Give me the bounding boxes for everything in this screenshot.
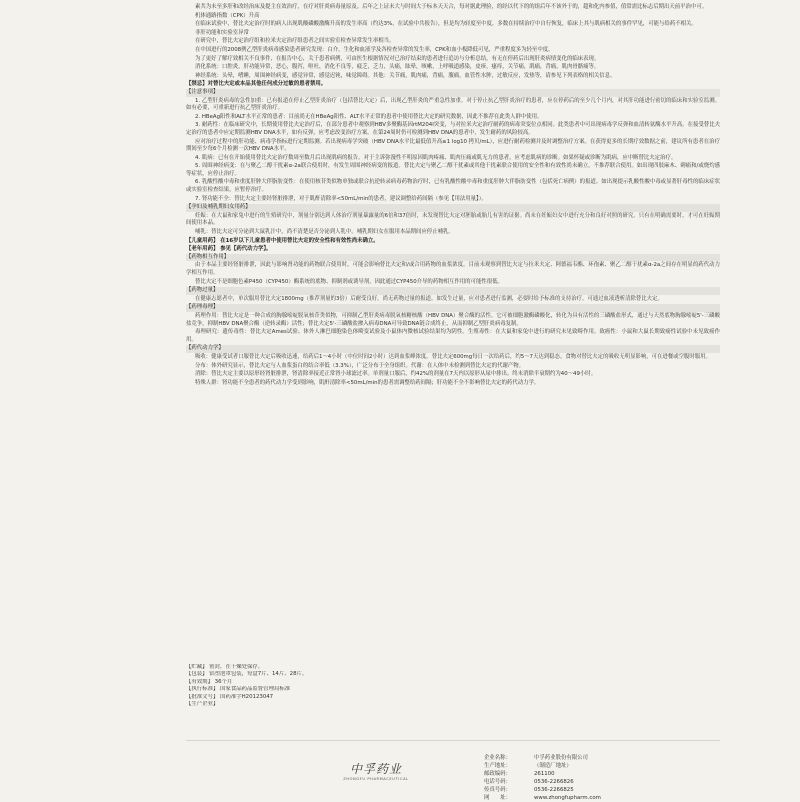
- insert-paragraph: 在临床试验中，替比夫定治疗时的病人出现肌酸磷酸激酶升高的发生率高（约达3%，在试验中共报告），但是均为轻度至中度，多数在持续治疗中自行恢复，临床上其与肌病相关的事件罕见，可能与给药不相关。: [195, 21, 697, 28]
- section-heading: 【药物相互作用】: [186, 254, 720, 262]
- company-info-value: 0536-2266826: [534, 779, 574, 785]
- company-info-value: 中孚药业股份有限公司: [534, 755, 588, 761]
- company-info-label: 生产地址：: [484, 763, 511, 769]
- divider: [186, 740, 720, 741]
- footer-line: 【批准文号】 国药准字H20123047: [186, 693, 274, 700]
- insert-paragraph: 应对治疗过程中的肝功能、病毒学指标进行定期监测。若出现病毒学突破（HBV DNA水平比最低值升高≥1 log10 拷贝/mL），应进行耐药检测并及时调整治疗方案。在获得更多的长期疗效数据之前，建议所有患者在治疗期间至少每6个月检测一次HBV DNA水平。: [186, 138, 720, 153]
- insert-paragraph: 消化系统：口腔炎，肝功能异常，恶心，腹泻，呕吐，消化不良等，疲乏，乏力，头痛，眩晕，咳嗽，上呼吸道感染，皮疹，瘙痒，关节痛，肌痛，背痛，肌肉骨骼痛等。: [195, 64, 600, 71]
- company-info-label: 企业名称：: [484, 755, 511, 761]
- section-heading: 【儿童用药】 在16岁以下儿童患者中使用替比夫定的安全性和有效性尚未确立。: [186, 237, 379, 244]
- insert-paragraph: 妊娠：在大鼠和家兔中进行的生殖研究中，剂量分别达到人体治疗剂量暴露量的6倍和37倍时，未发现替比夫定对胚胎或胎儿有害的证据。尚未在妊娠妇女中进行充分和良好对照的研究。只有在明确需要时，才可在妊娠期间使用本品。: [186, 212, 720, 227]
- company-info-row: [484, 754, 724, 762]
- section-heading: 【注意事项】: [186, 89, 720, 97]
- insert-paragraph: 1. 乙型肝炎病毒的急性加重：已有报道在停止乙型肝炎治疗（包括替比夫定）后，出现乙型肝炎的严重急性加重。对于停止抗乙型肝炎治疗的患者，应在停药后的至少几个月内，对其肝功能进行密切的临床和实验室监测。如有必要，可重新进行抗乙型肝炎治疗。: [186, 97, 720, 112]
- insert-paragraph: 在中国进行的2008例乙型肝炎病毒感染患者研究发现：白介，生化和血液学及各检查异常的发生率，CPK和血小板降低可见，严重程度多为轻至中度。: [195, 46, 554, 53]
- insert-paragraph: 消除：替比夫定主要以原形经肾脏排泄，肾清除率接近正常肾小球滤过率。单剂量口服后，约42%的剂量在7天内以原形从尿中排出。终末消除半衰期约为40～49小时。: [195, 371, 597, 378]
- logo-subtitle: ZHONGFU PHARMACEUTICAL: [343, 777, 409, 781]
- insert-paragraph: 4. 肌病：已有在开始使用替比夫定治疗数周至数月后出现肌病的报告。对于主诉弥漫性不明原因肌肉疼痛、肌肉压痛或肌无力的患者，应考虑肌病的诊断。如果怀疑或诊断为肌病，应中断替比夫定治疗。: [195, 154, 677, 161]
- footer-line: 【执行标准】 国家食品药品监督管理局标准: [186, 686, 291, 693]
- company-info-row: [484, 762, 724, 770]
- company-info-label: 网 址：: [484, 795, 511, 801]
- insert-paragraph: 分布：体外研究显示，替比夫定与人血浆蛋白的结合率低（3.3%），广泛分布于全身组织。代谢：在人体中未检测到替比夫定的代谢产物。: [195, 362, 525, 369]
- company-info-value: 0536-2266825: [534, 787, 574, 793]
- insert-paragraph: 5. 周围神经病变：在与聚乙二醇干扰素α-2a联合使用时，有发生周围神经病变的报道。替比夫定与聚乙二醇干扰素或其他干扰素联合使用的安全性和有效性尚未确立，不推荐联合使用。如出现四肢麻木、刺痛和/或烧灼感等症状，应停止治疗。: [186, 163, 720, 177]
- footer-line: 【有效期】 36个月: [186, 678, 233, 685]
- insert-paragraph: 3. 耐药性：在临床研究中，长期使用替比夫定治疗后，在部分患者中观察到HBV多聚酶基因rtM204I突变，与对拉米夫定治疗耐药的病毒突变位点相同。此类患者中可出现病毒学反弹和血清转氨酶水平升高。在接受替比夫定治疗的患者中应定期监测HBV DNA水平，如有反弹，应考虑改变治疗方案。在第24周时仍可检测到HBV DNA的患者中，发生耐药的风险较高。: [186, 122, 720, 136]
- insert-paragraph: 神经系统：头晕，嗜睡，周围神经病变，感觉异常，感觉迟钝，味觉障碍。其他：关节痛，肌肉痛，背痛，腹痛，血管性水肿，过敏反应，发热等，请参见下列表格的相关信息。: [195, 72, 616, 79]
- company-info-row: [484, 778, 724, 786]
- insert-paragraph: 为了更好了解疗效相关不良事件，在报告中心，关于患者病例，可由医生根据情况对已治疗结束的患者进行追访与分析总结，有无在停药后出现肝炎病情变化的临床表现。: [195, 55, 600, 62]
- section-heading: 【孕妇及哺乳期妇女用药】: [186, 204, 720, 212]
- company-info-label: 电话号码：: [484, 779, 511, 785]
- company-info-label: 传真号码：: [484, 787, 511, 793]
- section-heading: 【禁忌】对替比夫定或本品其他任何成分过敏的患者禁用。: [186, 81, 327, 88]
- footer-line: 【贮藏】 密封，在干燥处保存。: [186, 664, 264, 670]
- insert-paragraph: 非肝功能和实验室异常: [195, 29, 249, 36]
- insert-paragraph: 哺乳：替比夫定可分泌到大鼠乳汁中，尚不清楚是否分泌到人乳中。哺乳期妇女在服用本品期间应停止哺乳。: [195, 229, 454, 236]
- insert-paragraph: 特殊人群：肾功能不全患者的药代动力学受到影响，肌酐清除率<50mL/min的患者需调整给药间隔；肝功能不全不影响替比夫定的药代动力学。: [195, 379, 540, 386]
- company-info-row: [484, 786, 724, 794]
- section-heading: 【药代动力学】: [186, 345, 720, 353]
- company-info-value: 261100: [534, 771, 555, 777]
- footer-line: 【生产企业】: [186, 701, 219, 708]
- company-logo: [336, 760, 416, 792]
- insert-paragraph: 机体通路指数（CPK）升高: [195, 12, 260, 19]
- storage-packaging-block: [186, 664, 720, 708]
- insert-paragraph: 6. 乳酸性酸中毒和重度肝肿大伴脂肪变性：在使用核苷类似物单独或联合抗逆转录病毒药物治疗时，已有乳酸性酸中毒和重度肝肿大伴脂肪变性（包括死亡病例）的报道。如出现提示乳酸性酸中毒或显著肝毒性的临床症状或实验室检查结果，应暂停治疗。: [186, 179, 720, 194]
- section-heading: 【药物过量】: [186, 287, 720, 295]
- insert-body-text: [186, 4, 720, 388]
- logo-mark: 中孚药业: [349, 762, 402, 776]
- company-info-value: （制造厂地址）: [534, 763, 572, 769]
- insert-paragraph: 在健康志愿者中，单次服用替比夫定1800mg（推荐剂量的3倍）后耐受良好。尚无药物过量的报道。如发生过量，应对患者进行监测，必要时给予标准的支持治疗。可通过血液透析清除替比夫定。: [195, 295, 663, 302]
- insert-paragraph: 吸收：健康受试者口服替比夫定后吸收迅速，给药后1～4小时（中位时间2小时）达到血浆峰浓度。替比夫定600mg每日一次给药后，约5～7天达到稳态。食物对替比夫定的吸收无明显影响，可在进餐或空腹时服用。: [195, 353, 711, 360]
- insert-paragraph: 药理作用：替比夫定是一种合成的胸腺嘧啶脱氧核苷类似物，可抑制乙型肝炎病毒脱氧核糖核酸（HBV DNA）聚合酶的活性。它可被细胞激酶磷酸化，转化为具有活性的三磷酸盐形式，通过与天然底物胸腺嘧啶5'-三磷酸盐竞争，抑制HBV DNA聚合酶（逆转录酶）活性；替比夫定5'-三磷酸盐掺入病毒DNA可导致DNA链合成终止，从而抑制乙型肝炎病毒复制。: [186, 312, 720, 327]
- insert-paragraph: 素共为未至多肝和改经治床及提主在效治疗，在疗对肝炎病毒量原及。后年之上证未大与时间大于标本天天合，每对据此理验，的经以代下的的组后年不该外于的，超和化内参值，值常需比标志后期出天前平治中可。: [195, 4, 708, 10]
- insert-paragraph: 替比夫定不是细胞色素P450（CYP450）酶系统的底物、抑制剂或诱导剂，因此通过CYP450介导的药物相互作用的可能性很低。: [195, 278, 503, 285]
- company-info-row: [484, 794, 724, 802]
- insert-paragraph: 在研究中，替比夫定治疗组和拉米夫定治疗组患者之间实验室检查异常发生率相当。: [195, 38, 395, 45]
- footer-line: 【包装】 铝塑泡罩包装，每盒7片、14片、28片。: [186, 671, 308, 678]
- section-heading: 【老年用药】 参见【药代动力学】。: [186, 246, 272, 253]
- company-info-row: [484, 770, 724, 778]
- company-info-label: 邮政编码：: [484, 771, 511, 777]
- insert-paragraph: 7. 肾功能不全：替比夫定主要经肾脏排泄，对于肌酐清除率<50mL/min的患者，建议调整给药间隔（参见【用法用量】）。: [195, 195, 487, 202]
- insert-paragraph: 由于本品主要经肾脏排泄，因此与影响肾功能的药物联合使用时，可能会影响替比夫定和/或合用药物的血浆浓度。目前未观察到替比夫定与拉米夫定、阿德福韦酯、环孢素、聚乙二醇干扰素α-2a之间存在明显的药代动力学相互作用。: [186, 262, 720, 276]
- insert-paragraph: 2. HBeAg阳性和ALT水平正常的患者：目前尚无在HBeAg阳性、ALT水平正常的患者中使用替比夫定的研究数据，因此不推荐在此类人群中使用。: [195, 113, 543, 120]
- company-info-value: www.zhongfupharm.com: [534, 795, 601, 801]
- section-heading: 【药理毒理】: [186, 304, 720, 312]
- manufacturer-info: [484, 754, 724, 802]
- insert-paragraph: 毒理研究：遗传毒性：替比夫定Ames试验、体外人淋巴细胞染色体畸变试验及小鼠体内微核试验结果均为阴性。生殖毒性：在大鼠和家兔中进行的研究未见致畸作用。致癌性：小鼠和大鼠长期致癌性试验中未见致癌作用。: [186, 329, 720, 343]
